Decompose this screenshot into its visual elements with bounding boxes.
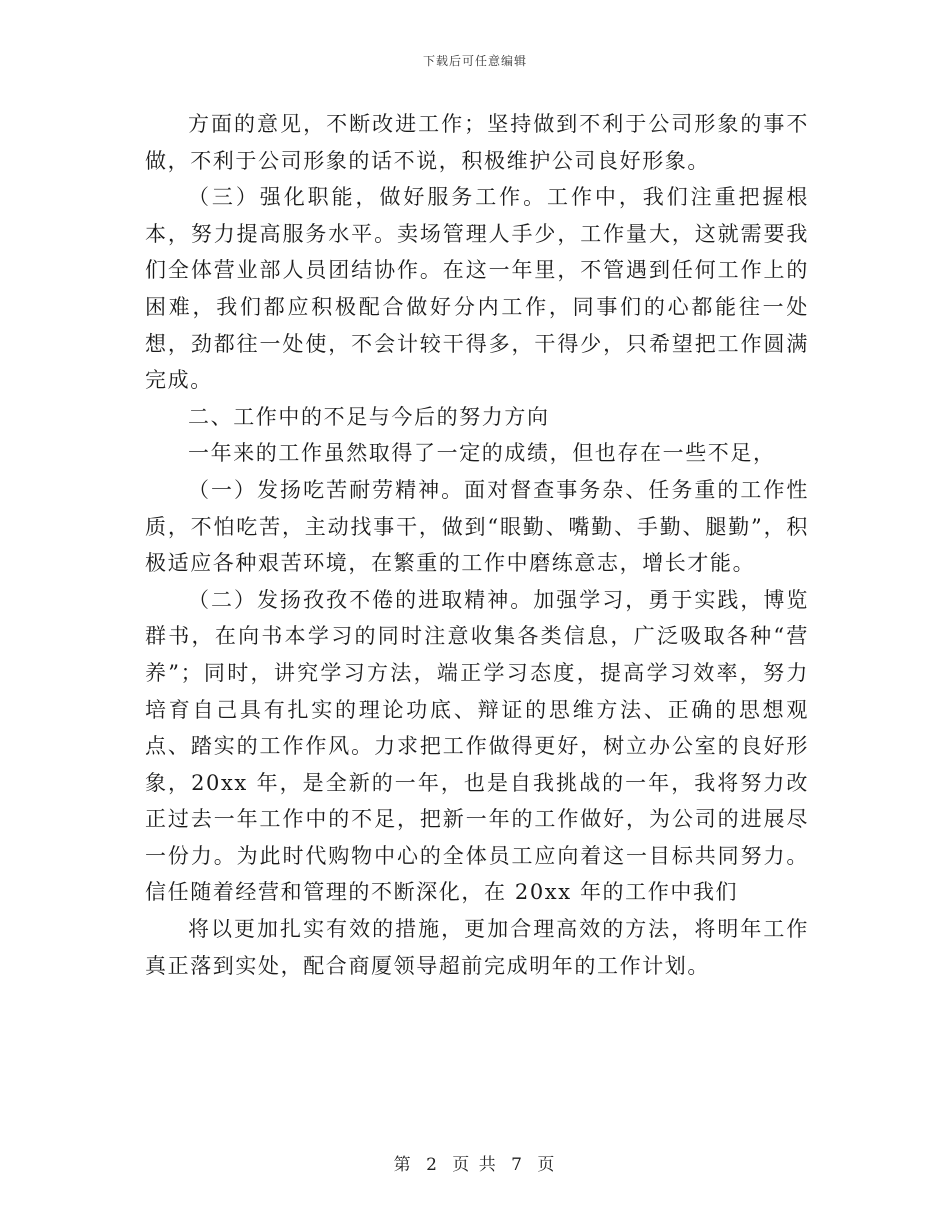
paragraph-1: 方面的意见，不断改进工作；坚持做到不利于公司形象的事不做，不利于公司形象的话不说，积极维护公司良好形象。 <box>145 112 809 173</box>
total-pages-number: 7 <box>511 1155 524 1175</box>
section-heading: 二、工作中的不足与今后的努力方向 <box>188 404 550 429</box>
footer-prefix: 第 <box>393 1155 413 1175</box>
paragraph-3: 一年来的工作虽然取得了一定的成绩，但也存在一些不足， <box>188 441 776 466</box>
current-page-number: 2 <box>426 1155 439 1175</box>
footer-suffix: 页 <box>537 1155 557 1175</box>
paragraph-6: 将以更加扎实有效的措施，更加合理高效的方法，将明年工作真正落到实处，配合商厦领导超前完成明年的工作计划。 <box>145 917 809 978</box>
paragraph-2: （三）强化职能，做好服务工作。工作中，我们注重把握根本，努力提高服务水平。卖场管理人手少，工作量大，这就需要我们全体营业部人员团结协作。在这一年里，不管遇到任何工作上的困难，我们都应积极配合做好分内工作，同事们的心都能往一处想，劲都往一处使，不会计较干得多，干得少，只希望把工作圆满完成。 <box>145 185 809 393</box>
document-body <box>145 106 809 984</box>
paragraph-4: （一）发扬吃苦耐劳精神。面对督查事务杂、任务重的工作性质，不怕吃苦，主动找事干，做到“眼勤、嘴勤、手勤、腿勤”，积极适应各种艰苦环境，在繁重的工作中磨练意志，增长才能。 <box>145 477 810 576</box>
footer-middle: 页 共 <box>452 1155 498 1175</box>
header-note: 下载后可任意编辑 <box>422 54 527 68</box>
page-footer <box>0 1150 950 1175</box>
paragraph-5: （二）发扬孜孜不倦的进取精神。加强学习，勇于实践，博览群书，在向书本学习的同时注意收集各类信息，广泛吸取各种“营养”；同时，讲究学习方法，端正学习态度，提高学习效率，努力培育自己具有扎实的理论功底、辩证的思维方法、正确的思想观点、踏实的工作作风。力求把工作做得更好，树立办公室的良好形象，20xx 年，是全新的一年，也是自我挑战的一年，我将努力改正过去一年工作中的不足，把新一年的工作做好，为公司的进展尽一份力。为此时代购物中心的全体员工应向着这一目标共同努力。信任随着经营和管理的不断深化，在 20xx 年的工作中我们 <box>145 587 809 905</box>
